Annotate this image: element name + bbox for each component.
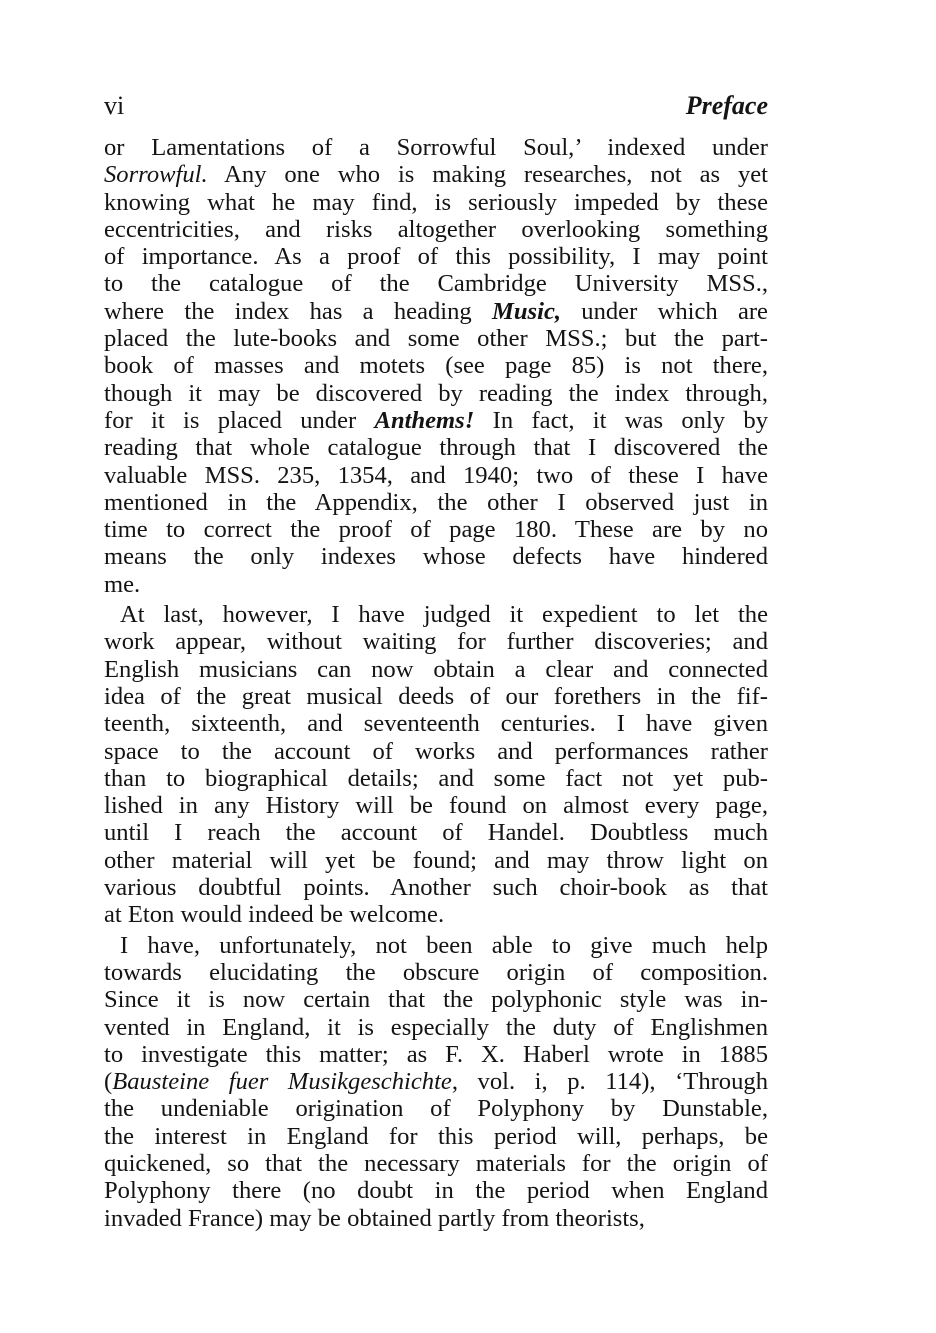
text-run: where the index has a heading [104,297,492,325]
text-line [104,738,768,765]
text-run: mentioned in the Appendix, the other I observed just in [104,488,768,516]
text-run: invaded France) may be obtained partly from theorists, [104,1204,645,1232]
text-line [104,710,768,737]
text-run: Since it is now certain that the polyphonic style was in- [104,986,768,1014]
page-number: vi [104,91,125,120]
paragraph [104,601,768,929]
text-run: at Eton would indeed be welcome. [104,901,445,929]
text-line [104,986,768,1013]
text-run: to investigate this matter; as F. X. Haberl wrote in 1885 [104,1040,768,1068]
text-run: under which are [561,297,768,325]
text-line [104,270,768,297]
text-line [104,874,768,901]
text-line [104,1123,768,1150]
text-run: Music, [492,297,562,325]
text-line [104,1041,768,1068]
text-run: though it may be discovered by reading the index through, [104,379,768,407]
text-run: of importance. As a proof of this possibility, I may point [104,243,768,271]
text-run: vented in England, it is especially the duty of Englishmen [104,1013,768,1041]
text-run: the undeniable origination of Polyphony by Dunstable, [104,1095,768,1123]
text-run: English musicians can now obtain a clear and connected [104,655,768,683]
text-run: teenth, sixteenth, and seventeenth centuries. I have given [104,710,768,738]
text-line [104,1150,768,1177]
text-line [104,407,768,434]
text-run: than to biographical details; and some fact not yet pub- [104,764,768,792]
text-line [104,656,768,683]
text-line [104,1095,768,1122]
text-run: other material will yet be found; and may throw light on [104,846,768,874]
text-line [104,243,768,270]
text-line [104,516,768,543]
text-run: Anthems! [374,406,475,434]
text-run: the interest in England for this period will, perhaps, be [104,1122,768,1150]
text-run: Any one who is making researches, not as yet [207,161,768,189]
text-run: reading that whole catalogue through that I discovered the [104,434,768,462]
text-run: towards elucidating the obscure origin of composition. [104,958,768,986]
text-line [104,434,768,461]
paragraph [104,932,768,1232]
text-run: work appear, without waiting for further discoveries; and [104,628,768,656]
running-title: Preface [685,91,768,120]
text-line [104,765,768,792]
text-line [104,543,768,570]
text-line [104,601,768,628]
paragraph [104,134,768,598]
text-line [104,462,768,489]
text-line [104,792,768,819]
text-run: book of masses and motets (see page 85) is not there, [104,352,768,380]
text-run: , vol. i, p. 114), ‘Through [451,1068,768,1096]
text-line [104,571,768,598]
text-line [104,134,768,161]
text-line [104,298,768,325]
text-line [104,932,768,959]
text-run: knowing what he may find, is seriously impeded by these [104,188,768,216]
text-line [104,489,768,516]
running-head [104,91,768,123]
text-line [104,628,768,655]
text-run: time to correct the proof of page 180. These are by no [104,516,768,544]
text-line [104,1014,768,1041]
text-line [104,161,768,188]
body-text [104,134,768,1232]
text-line [104,216,768,243]
text-line [104,325,768,352]
text-line [104,959,768,986]
text-run: eccentricities, and risks altogether overlooking something [104,215,768,243]
text-run: idea of the great musical deeds of our forethers in the fif- [104,682,768,710]
text-run: quickened, so that the necessary materials for the origin of [104,1149,768,1177]
text-run: Sorrowful. [104,161,208,189]
text-run: space to the account of works and performances rather [104,737,768,765]
text-run: ( [104,1068,113,1096]
text-line [104,1068,768,1095]
text-run: lished in any History will be found on almost every page, [104,792,768,820]
text-run: or Lamentations of a Sorrowful Soul,’ indexed under [104,134,768,161]
text-run: means the only indexes whose defects have hindered [104,543,768,571]
text-line [104,819,768,846]
text-run: placed the lute-books and some other MSS.; but the part- [104,325,768,353]
text-run: various doubtful points. Another such choir-book as that [104,874,768,902]
text-line [104,189,768,216]
text-run: I have, unfortunately, not been able to give much help [120,931,768,959]
text-run: me. [104,570,141,598]
text-line [104,1205,768,1232]
text-run: to the catalogue of the Cambridge University MSS., [104,270,768,298]
text-run: In fact, it was only by [474,406,768,434]
text-run: until I reach the account of Handel. Doubtless much [104,819,768,847]
text-run: At last, however, I have judged it expedient to let the [120,601,768,629]
text-line [104,1177,768,1204]
text-line [104,683,768,710]
text-run: Bausteine fuer Musikgeschichte [112,1068,452,1096]
text-run: valuable MSS. 235, 1354, and 1940; two of these I have [104,461,768,489]
text-line [104,901,768,928]
text-line [104,847,768,874]
text-run: Polyphony there (no doubt in the period when England [104,1177,768,1205]
text-line [104,380,768,407]
text-line [104,352,768,379]
text-run: for it is placed under [104,406,375,434]
